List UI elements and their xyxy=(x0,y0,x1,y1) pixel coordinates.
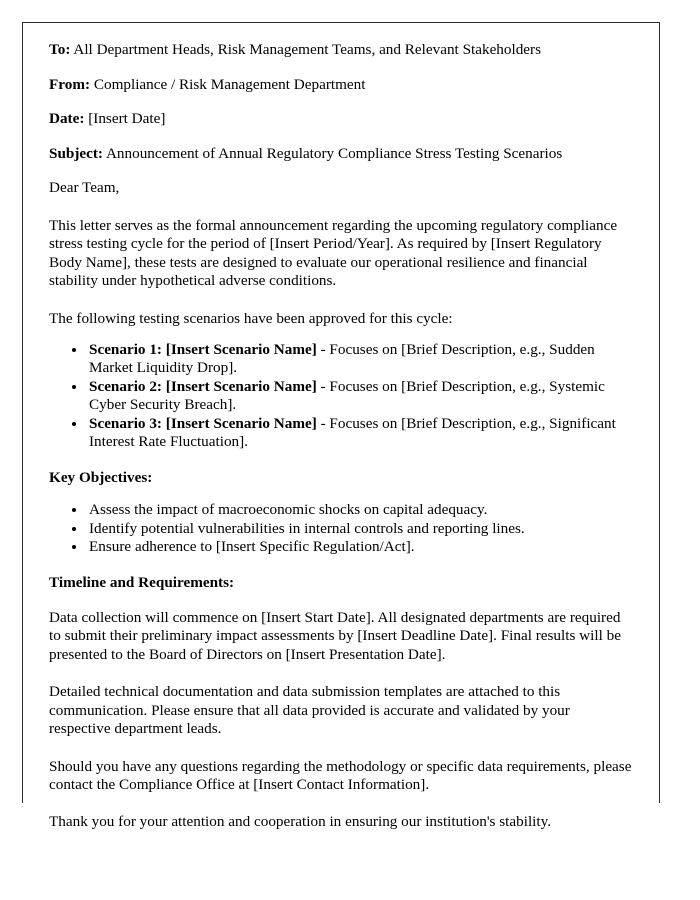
key-objectives-heading: Key Objectives: xyxy=(49,469,153,487)
scenario-name: [Insert Scenario Name] xyxy=(165,341,317,359)
header-field-subject xyxy=(49,145,633,163)
header-field-to xyxy=(49,41,633,59)
header-field-subject-value: Announcement of Annual Regulatory Compliance Stress Testing Scenarios xyxy=(105,144,563,162)
list-item: • Ensure adherence to [Insert Specific Regulation/Act]. xyxy=(87,538,633,556)
header-field-subject-label: Subject: xyxy=(49,144,103,162)
salutation: Dear Team, xyxy=(49,179,120,196)
scenario-description: - Focuses on [Brief Description, e.g., Systemic Cyber Security Breach]. xyxy=(89,377,605,414)
header-field-date xyxy=(49,110,633,128)
scenario-name: [Insert Scenario Name] xyxy=(165,377,317,395)
timeline-paragraph: Data collection will commence on [Insert Start Date]. All designated departments are required to submit their preliminary impact assessments by [Insert Deadline Date]. Final results will be presented to the Board of Directors on [Insert Presentation Date]. xyxy=(49,609,621,663)
scenario-description: - Focuses on [Brief Description, e.g., Significant Interest Rate Fluctuation]. xyxy=(89,414,616,451)
timeline-heading: Timeline and Requirements: xyxy=(49,574,235,592)
list-item: • Identify potential vulnerabilities in internal controls and reporting lines. xyxy=(87,520,633,538)
scenario-label: Scenario 1: xyxy=(89,341,162,359)
header-field-to-value: All Department Heads, Risk Management Teams, and Relevant Stakeholders xyxy=(73,41,542,58)
scenarios-list xyxy=(49,341,633,451)
list-item xyxy=(87,341,633,378)
scenario-label: Scenario 3: xyxy=(89,414,162,432)
scenario-description: - Focuses on [Brief Description, e.g., Sudden Market Liquidity Drop]. xyxy=(89,341,595,377)
header-field-from xyxy=(49,76,633,94)
header-field-to-label: To: xyxy=(49,41,71,58)
closing-paragraph-text: Thank you for your attention and cooperation in ensuring our institution's stability. xyxy=(49,813,552,831)
list-item xyxy=(87,378,633,415)
scenarios-lead-in: The following testing scenarios have been approved for this cycle: xyxy=(49,309,453,327)
header-field-date-label: Date: xyxy=(49,110,85,127)
document-body xyxy=(23,23,659,831)
key-objectives-list xyxy=(49,501,633,556)
intro-paragraph: This letter serves as the formal announcement regarding the upcoming regulatory compliance stress testing cycle for the period of [Insert Period/Year]. As required by [Insert Regulatory Body Name], these tests are designed to evaluate our operational resilience and financial stability under hypothetical adverse conditions. xyxy=(49,217,618,290)
header-field-from-label: From: xyxy=(49,75,91,93)
scenario-name: [Insert Scenario Name] xyxy=(165,414,317,432)
header-field-date-value: [Insert Date] xyxy=(88,110,166,127)
list-item xyxy=(87,415,633,452)
closing-paragraph-clipped xyxy=(49,813,633,831)
documentation-paragraph: Detailed technical documentation and data submission templates are attached to this communication. Please ensure that all data provided is accurate and validated by your respective department leads. xyxy=(49,683,570,738)
list-item: • Assess the impact of macroeconomic shocks on capital adequacy. xyxy=(87,501,633,519)
scenario-label: Scenario 2: xyxy=(89,377,162,395)
header-field-from-value: Compliance / Risk Management Department xyxy=(93,75,366,93)
contact-paragraph: Should you have any questions regarding the methodology or specific data requirements, please contact the Compliance Office at [Insert Contact Information]. xyxy=(49,757,632,793)
document-page xyxy=(22,22,660,831)
